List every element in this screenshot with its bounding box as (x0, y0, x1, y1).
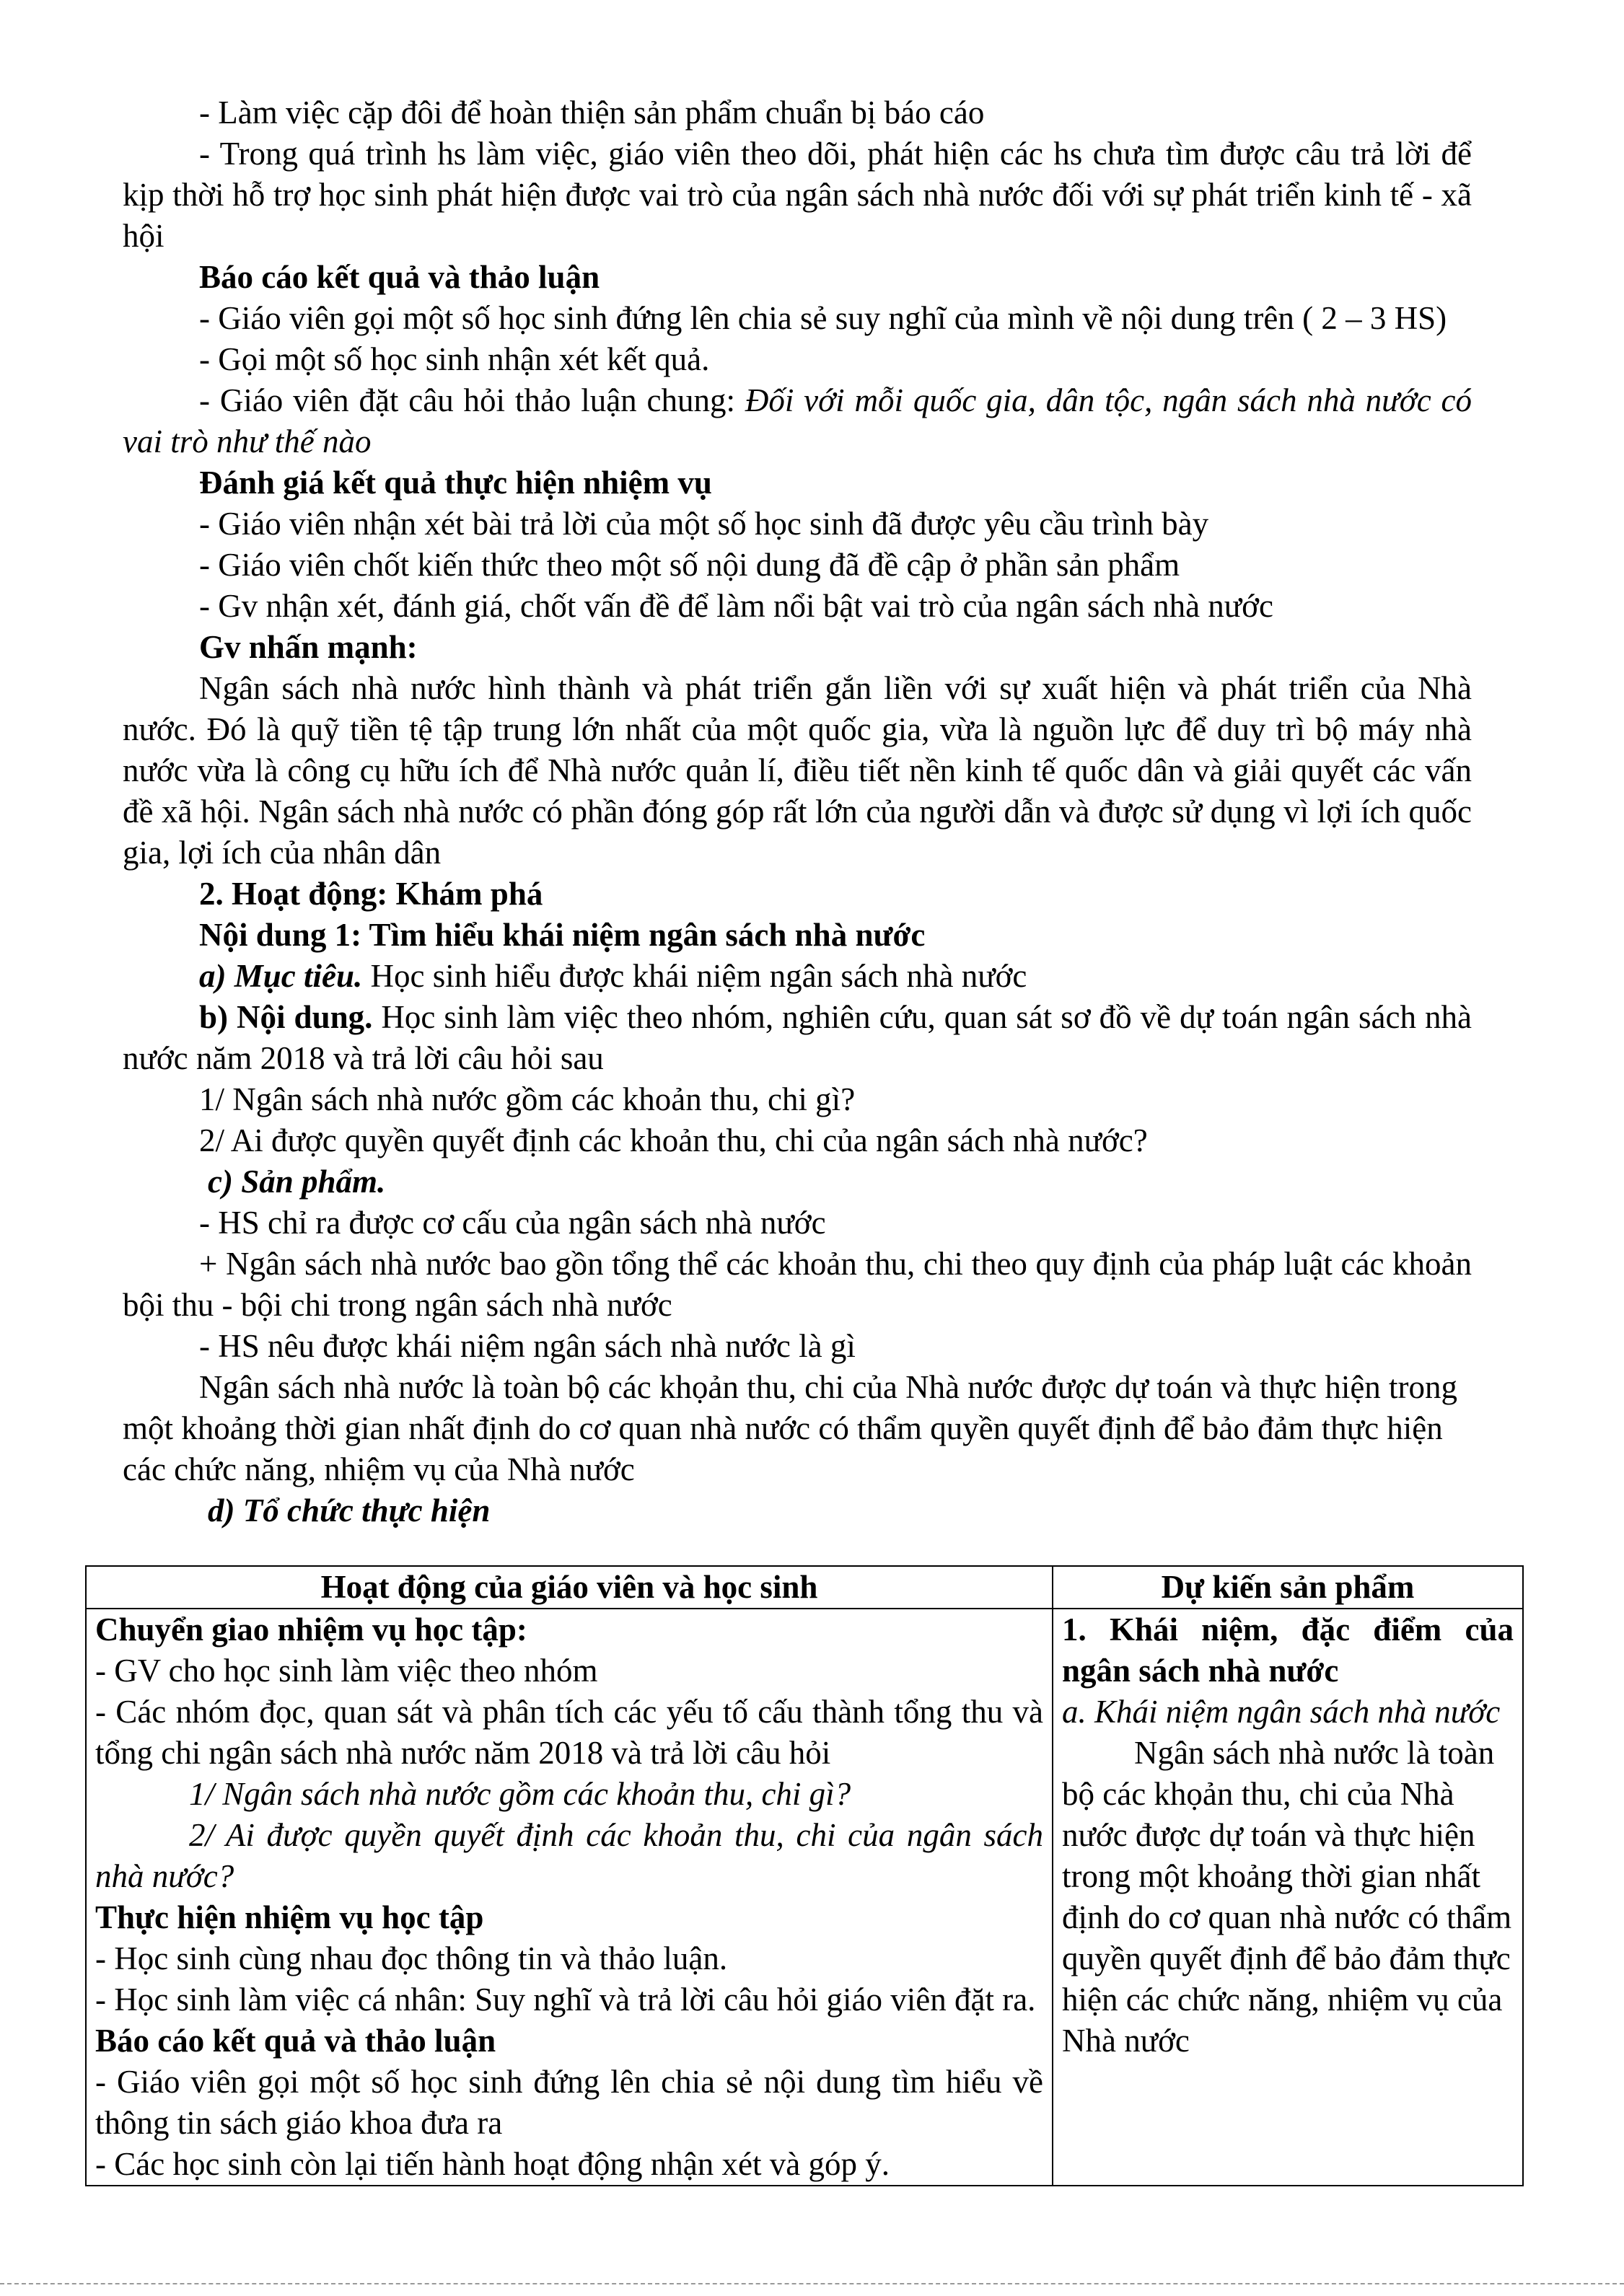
paragraph (123, 380, 1472, 462)
cell-question: 2/ Ai được quyền quyết định các khoản thu, chi của ngân sách nhà nước? (95, 1817, 1043, 1894)
section-heading: Nội dung 1: Tìm hiểu khái niệm ngân sách nhà nước (199, 917, 926, 953)
question: 1/ Ngân sách nhà nước gồm các khoản thu, chi gì? (199, 1081, 856, 1117)
table-header: Hoạt động của giáo viên và học sinh (86, 1566, 1053, 1609)
discussion-question: Đối với mỗi quốc gia, dân tộc, ngân sách nhà nước có vai trò như thế nào (123, 382, 1472, 459)
section-heading: Đánh giá kết quả thực hiện nhiệm vụ (199, 465, 712, 501)
paragraph-lead: b) Nội dung. (199, 999, 373, 1035)
question: 2/ Ai được quyền quyết định các khoản thu, chi của ngân sách nhà nước? (199, 1122, 1148, 1158)
paragraph: - Gv nhận xét, đánh giá, chốt vấn đề để làm nổi bật vai trò của ngân sách nhà nước (199, 588, 1273, 624)
paragraph: - Làm việc cặp đôi để hoàn thiện sản phẩm chuẩn bị báo cáo (199, 94, 985, 131)
paragraph: - HS nêu được khái niệm ngân sách nhà nước là gì (199, 1328, 856, 1364)
paragraph: - Giáo viên chốt kiến thức theo một số nội dung đã đề cập ở phần sản phẩm (199, 547, 1180, 583)
paragraph-text: Học sinh hiểu được khái niệm ngân sách nhà nước (362, 958, 1027, 994)
table-header: Dự kiến sản phẩm (1053, 1566, 1523, 1609)
document-body (123, 92, 1472, 1531)
table-row (86, 1609, 1523, 2186)
cell-line: - Các học sinh còn lại tiến hành hoạt động nhận xét và góp ý. (95, 2146, 890, 2182)
activity-table (85, 1565, 1524, 2186)
product-cell (1053, 1609, 1523, 2186)
paragraph: Ngân sách nhà nước là toàn bộ các khọản thu, chi của Nhà nước được dự toán và thực hiện trong một khoảng thời gian nhất định do cơ quan nhà nước có thẩm quyền quyết định để bảo đảm thực hiện các chức năng, nhiệm vụ của Nhà nước (123, 1369, 1458, 1487)
section-heading: c) Sản phẩm. (208, 1164, 386, 1200)
section-heading: Báo cáo kết quả và thảo luận (199, 259, 600, 295)
paragraph (123, 997, 1472, 1079)
section-heading: Gv nhấn mạnh: (199, 629, 418, 665)
cell-line: - Học sinh cùng nhau đọc thông tin và thảo luận. (95, 1940, 728, 1976)
paragraph (123, 956, 1472, 997)
paragraph-text: Học sinh làm việc theo nhóm, nghiên cứu, quan sát sơ đồ về dự toán ngân sách nhà nước năm 2018 và trả lời câu hỏi sau (123, 999, 1472, 1076)
paragraph: - Giáo viên nhận xét bài trả lời của một số học sinh đã được yêu cầu trình bày (199, 506, 1209, 542)
cell-heading: Chuyển giao nhiệm vụ học tập: (95, 1611, 527, 1648)
cell-line: Ngân sách nhà nước là toàn bộ các khọản thu, chi của Nhà nước được dự toán và thực hiện trong một khoảng thời gian nhất định do cơ quan nhà nước có thẩm quyền quyết định để bảo đảm thực hiện các chức năng, nhiệm vụ của Nhà nước (1062, 1735, 1512, 2059)
cell-subheading: a. Khái niệm ngân sách nhà nước (1062, 1694, 1501, 1730)
cell-heading: Báo cáo kết quả và thảo luận (95, 2023, 496, 2059)
paragraph-text: - Giáo viên đặt câu hỏi thảo luận chung: (199, 382, 745, 418)
cell-heading: 1. Khái niệm, đặc điểm của ngân sách nhà nước (1062, 1611, 1514, 1689)
activity-cell (86, 1609, 1053, 2186)
section-heading: 2. Hoạt động: Khám phá (199, 876, 543, 912)
paragraph: - Trong quá trình hs làm việc, giáo viên theo dõi, phát hiện các hs chưa tìm được câu trả lời để kịp thời hỗ trợ học sinh phát hiện được vai trò của ngân sách nhà nước đối với sự phát triển kinh tế - xã hội (123, 136, 1472, 254)
page-bottom-divider (0, 2283, 1624, 2284)
cell-line: - Giáo viên gọi một số học sinh đứng lên chia sẻ nội dung tìm hiểu về thông tin sách giáo khoa đưa ra (95, 2064, 1043, 2141)
paragraph: - Giáo viên gọi một số học sinh đứng lên chia sẻ suy nghĩ của mình về nội dung trên ( 2 – 3 HS) (199, 300, 1447, 336)
cell-heading: Thực hiện nhiệm vụ học tập (95, 1899, 484, 1935)
cell-line: - Các nhóm đọc, quan sát và phân tích các yếu tố cấu thành tổng thu và tổng chi ngân sách nhà nước năm 2018 và trả lời câu hỏi (95, 1694, 1043, 1771)
section-heading: d) Tổ chức thực hiện (208, 1492, 491, 1529)
cell-line: - GV cho học sinh làm việc theo nhóm (95, 1653, 598, 1689)
paragraph-lead: a) Mục tiêu. (199, 958, 363, 994)
paragraph: - Gọi một số học sinh nhận xét kết quả. (199, 341, 710, 377)
paragraph: Ngân sách nhà nước hình thành và phát triển gắn liền với sự xuất hiện và phát triển của Nhà nước. Đó là quỹ tiền tệ tập trung lớn nhất của một quốc gia, vừa là nguồn lực để duy trì bộ máy nhà nước vừa là công cụ hữu ích để Nhà nước quản lí, điều tiết nền kinh tế quốc dân và giải quyết các vấn đề xã hội. Ngân sách nhà nước có phần đóng góp rất lớn của người dẫn và được sử dụng vì lợi ích quốc gia, lợi ích của nhân dân (123, 670, 1472, 871)
cell-question: 1/ Ngân sách nhà nước gồm các khoản thu, chi gì? (189, 1776, 851, 1812)
table-header-row (86, 1566, 1523, 1609)
paragraph: - HS chỉ ra được cơ cấu của ngân sách nhà nước (199, 1205, 826, 1241)
cell-line: - Học sinh làm việc cá nhân: Suy nghĩ và trả lời câu hỏi giáo viên đặt ra. (95, 1981, 1036, 2018)
paragraph: + Ngân sách nhà nước bao gồn tổng thể các khoản thu, chi theo quy định của pháp luật các khoản bội thu - bội chi trong ngân sách nhà nước (123, 1246, 1472, 1323)
